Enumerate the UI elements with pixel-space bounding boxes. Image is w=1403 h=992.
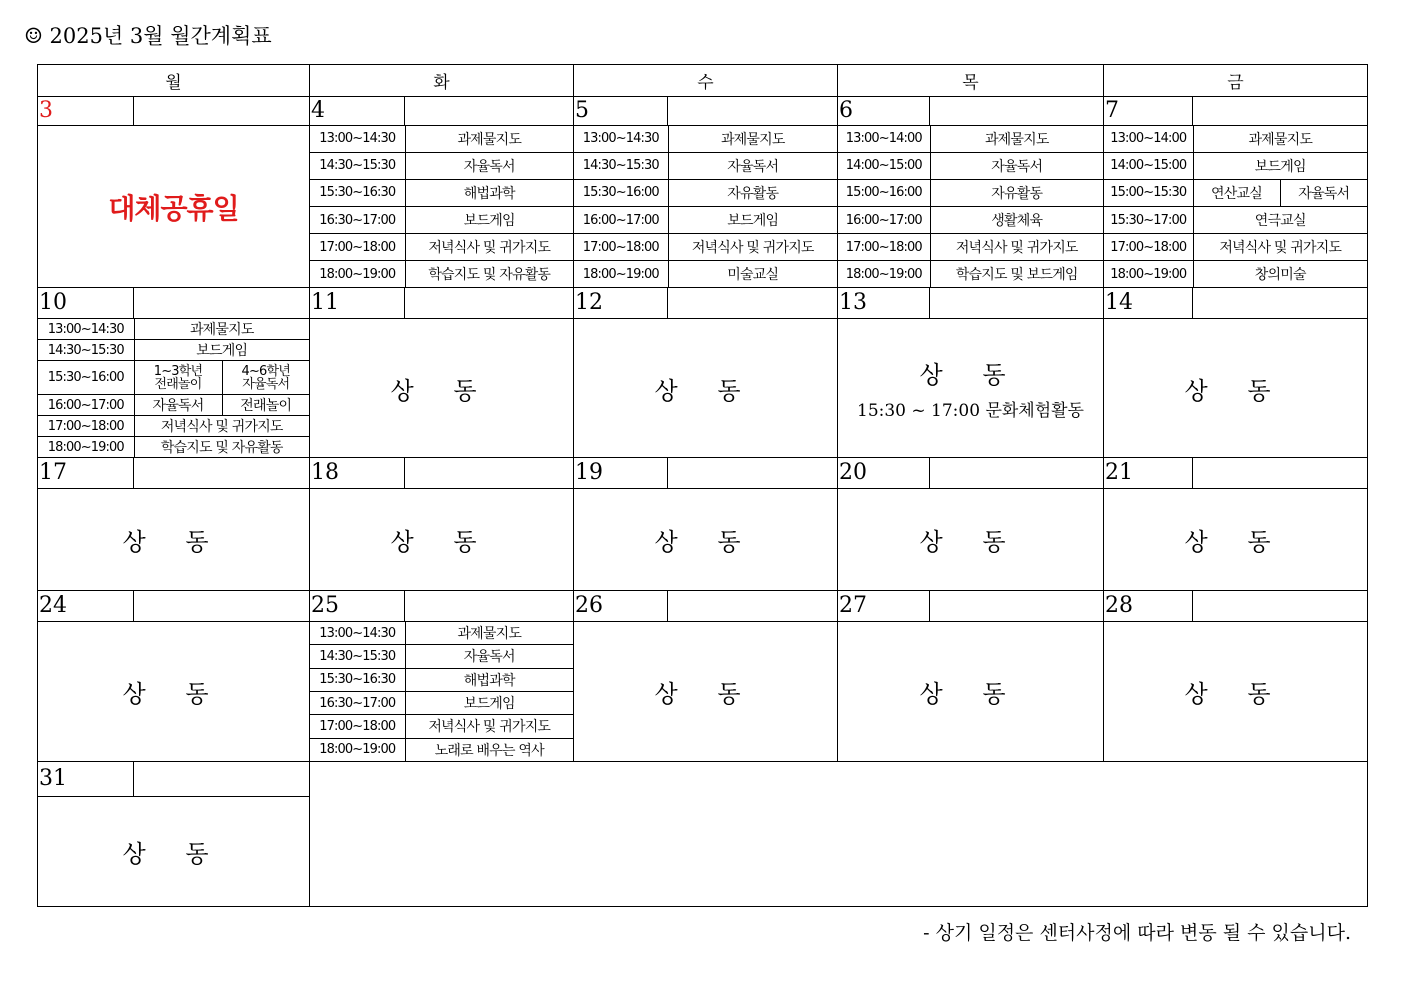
activity-b: 전래놀이 — [222, 395, 309, 416]
time-slot: 17:00~18:00 — [310, 715, 405, 738]
time-slot: 18:00~19:00 — [310, 738, 405, 761]
same-as-above-28: 상 동 — [1104, 622, 1368, 762]
day-number-5: 5 — [574, 97, 668, 126]
time-slot: 13:00~14:00 — [1104, 126, 1193, 152]
day-memo-24 — [134, 591, 310, 622]
same-as-above-24: 상 동 — [38, 622, 310, 762]
day-memo-18 — [405, 458, 574, 489]
day-number-19: 19 — [574, 458, 668, 489]
activity: 자율독서 — [930, 152, 1103, 179]
day-number-14: 14 — [1104, 288, 1193, 319]
time-slot: 17:00~18:00 — [838, 234, 930, 261]
time-slot: 17:00~18:00 — [38, 416, 134, 437]
same-as-above-11: 상 동 — [310, 319, 574, 458]
time-slot: 16:00~17:00 — [574, 206, 668, 233]
day-memo-14 — [1193, 288, 1368, 319]
week3-content-row — [38, 489, 1368, 591]
holiday-label: 대체공휴일 — [38, 126, 310, 288]
activity: 자율독서 — [668, 152, 837, 179]
time-slot: 15:30~16:00 — [38, 361, 134, 395]
day-memo-19 — [668, 458, 838, 489]
time-slot: 16:30~17:00 — [310, 691, 405, 714]
day-memo-7 — [1193, 97, 1368, 126]
day-memo-11 — [405, 288, 574, 319]
weekday-fri: 금 — [1104, 65, 1368, 97]
schedule-day-6 — [838, 126, 1104, 288]
schedule-day-5 — [574, 126, 838, 288]
activity: 과제물지도 — [405, 126, 573, 152]
activity: 연극교실 — [1193, 206, 1367, 233]
same-as-above-17: 상 동 — [38, 489, 310, 591]
time-slot: 17:00~18:00 — [574, 234, 668, 261]
activity: 과제물지도 — [668, 126, 837, 152]
activity: 보드게임 — [405, 206, 573, 233]
schedule-day-7 — [1104, 126, 1368, 288]
day-memo-10 — [134, 288, 310, 319]
day-number-18: 18 — [310, 458, 405, 489]
weekday-mon: 월 — [38, 65, 310, 97]
day-number-6: 6 — [838, 97, 930, 126]
activity: 학습지도 및 자유활동 — [405, 261, 573, 287]
activity: 저녁식사 및 귀가지도 — [1193, 234, 1367, 261]
activity: 해법과학 — [405, 668, 573, 691]
day-number-4: 4 — [310, 97, 405, 126]
day-number-12: 12 — [574, 288, 668, 319]
day-memo-25 — [405, 591, 574, 622]
activity: 보드게임 — [1193, 152, 1367, 179]
day-number-13: 13 — [838, 288, 930, 319]
day-number-7: 7 — [1104, 97, 1193, 126]
time-slot: 17:00~18:00 — [1104, 234, 1193, 261]
day-memo-17 — [134, 458, 310, 489]
time-slot: 15:30~16:30 — [310, 668, 405, 691]
week5-date-row — [38, 762, 1368, 797]
weekday-header-row — [38, 65, 1368, 97]
week3-date-row — [38, 458, 1368, 489]
activity: 저녁식사 및 귀가지도 — [405, 234, 573, 261]
time-slot: 18:00~19:00 — [574, 261, 668, 287]
activity-label: 전래놀이 — [154, 376, 202, 392]
time-slot: 18:00~19:00 — [310, 261, 405, 287]
activity: 학습지도 및 보드게임 — [930, 261, 1103, 287]
time-slot: 15:30~16:00 — [574, 179, 668, 206]
week1-content-row — [38, 126, 1368, 288]
activity: 자율독서 — [405, 645, 573, 668]
same-as-above-12: 상 동 — [574, 319, 838, 458]
day-number-10: 10 — [38, 288, 134, 319]
time-slot: 13:00~14:00 — [838, 126, 930, 152]
week4-date-row — [38, 591, 1368, 622]
activity: 해법과학 — [405, 179, 573, 206]
activity: 생활체육 — [930, 206, 1103, 233]
page-title: ☺ 2025년 3월 월간계획표 — [24, 24, 272, 48]
same-as-above-20: 상 동 — [838, 489, 1104, 591]
same-as-above-19: 상 동 — [574, 489, 838, 591]
day-memo-20 — [930, 458, 1104, 489]
culture-activity-note: 15:30 ~ 17:00 문화체험활동 — [857, 401, 1084, 421]
day-number-20: 20 — [838, 458, 930, 489]
day-memo-6 — [930, 97, 1104, 126]
weekday-wed: 수 — [574, 65, 838, 97]
day-memo-21 — [1193, 458, 1368, 489]
activity: 자유활동 — [930, 179, 1103, 206]
activity: 창의미술 — [1193, 261, 1367, 287]
activity-b — [222, 361, 309, 395]
week1-date-row — [38, 97, 1368, 126]
activity: 보드게임 — [405, 691, 573, 714]
day-memo-4 — [405, 97, 574, 126]
day-number-31: 31 — [38, 762, 134, 797]
day-number-17: 17 — [38, 458, 134, 489]
grade-label: 1~3학년 — [153, 363, 203, 379]
activity: 저녁식사 및 귀가지도 — [930, 234, 1103, 261]
schedule-day-13 — [838, 319, 1104, 458]
activity-b: 자율독서 — [1280, 179, 1367, 206]
time-slot: 13:00~14:30 — [310, 126, 405, 152]
day-memo-12 — [668, 288, 838, 319]
activity: 자유활동 — [668, 179, 837, 206]
day-number-11: 11 — [310, 288, 405, 319]
day-memo-31 — [134, 762, 310, 797]
activity-a — [134, 361, 222, 395]
time-slot: 18:00~19:00 — [838, 261, 930, 287]
week4-content-row — [38, 622, 1368, 762]
same-as-above-31: 상 동 — [38, 797, 310, 907]
day-number-21: 21 — [1104, 458, 1193, 489]
time-slot: 18:00~19:00 — [38, 437, 134, 458]
activity: 학습지도 및 자유활동 — [134, 437, 309, 458]
activity-a: 자율독서 — [134, 395, 222, 416]
time-slot: 14:30~15:30 — [310, 152, 405, 179]
time-slot: 16:30~17:00 — [310, 206, 405, 233]
day-memo-26 — [668, 591, 838, 622]
activity: 노래로 배우는 역사 — [405, 738, 573, 761]
time-slot: 13:00~14:30 — [38, 319, 134, 340]
footnote: - 상기 일정은 센터사정에 따라 변동 될 수 있습니다. — [923, 922, 1351, 944]
day-number-25: 25 — [310, 591, 405, 622]
weekday-thu: 목 — [838, 65, 1104, 97]
activity: 과제물지도 — [930, 126, 1103, 152]
day-number-3: 3 — [38, 97, 134, 126]
time-slot: 15:30~16:30 — [310, 179, 405, 206]
day-memo-13 — [930, 288, 1104, 319]
grade-label: 4~6학년 — [241, 363, 291, 379]
day-number-26: 26 — [574, 591, 668, 622]
time-slot: 13:00~14:30 — [574, 126, 668, 152]
activity: 자율독서 — [405, 152, 573, 179]
week2-content-row — [38, 319, 1368, 458]
day-memo-27 — [930, 591, 1104, 622]
empty-area — [310, 762, 1368, 907]
same-as-above-27: 상 동 — [838, 622, 1104, 762]
same-as-above-21: 상 동 — [1104, 489, 1368, 591]
day-number-28: 28 — [1104, 591, 1193, 622]
week2-date-row — [38, 288, 1368, 319]
activity: 과제물지도 — [134, 319, 309, 340]
day-number-27: 27 — [838, 591, 930, 622]
activity-a: 연산교실 — [1193, 179, 1280, 206]
activity: 과제물지도 — [1193, 126, 1367, 152]
same-as-above-18: 상 동 — [310, 489, 574, 591]
same-as-above-13: 상 동 — [919, 361, 1022, 389]
time-slot: 15:30~17:00 — [1104, 206, 1193, 233]
time-slot: 14:30~15:30 — [310, 645, 405, 668]
activity: 미술교실 — [668, 261, 837, 287]
time-slot: 15:00~16:00 — [838, 179, 930, 206]
time-slot: 13:00~14:30 — [310, 622, 405, 645]
time-slot: 16:00~17:00 — [838, 206, 930, 233]
activity: 보드게임 — [134, 340, 309, 361]
day-number-24: 24 — [38, 591, 134, 622]
schedule-day-4 — [310, 126, 574, 288]
time-slot: 18:00~19:00 — [1104, 261, 1193, 287]
time-slot: 14:30~15:30 — [38, 340, 134, 361]
day-memo-3 — [134, 97, 310, 126]
day-memo-5 — [668, 97, 838, 126]
activity: 보드게임 — [668, 206, 837, 233]
schedule-day-10 — [38, 319, 310, 458]
day-memo-28 — [1193, 591, 1368, 622]
time-slot: 14:30~15:30 — [574, 152, 668, 179]
time-slot: 15:00~15:30 — [1104, 179, 1193, 206]
activity: 저녁식사 및 귀가지도 — [405, 715, 573, 738]
activity: 저녁식사 및 귀가지도 — [134, 416, 309, 437]
schedule-day-25 — [310, 622, 574, 762]
weekday-tue: 화 — [310, 65, 574, 97]
activity-label: 자율독서 — [242, 376, 290, 392]
time-slot: 14:00~15:00 — [1104, 152, 1193, 179]
monthly-calendar — [37, 64, 1368, 907]
time-slot: 17:00~18:00 — [310, 234, 405, 261]
time-slot: 14:00~15:00 — [838, 152, 930, 179]
same-as-above-26: 상 동 — [574, 622, 838, 762]
activity: 저녁식사 및 귀가지도 — [668, 234, 837, 261]
same-as-above-14: 상 동 — [1104, 319, 1368, 458]
activity: 과제물지도 — [405, 622, 573, 645]
time-slot: 16:00~17:00 — [38, 395, 134, 416]
